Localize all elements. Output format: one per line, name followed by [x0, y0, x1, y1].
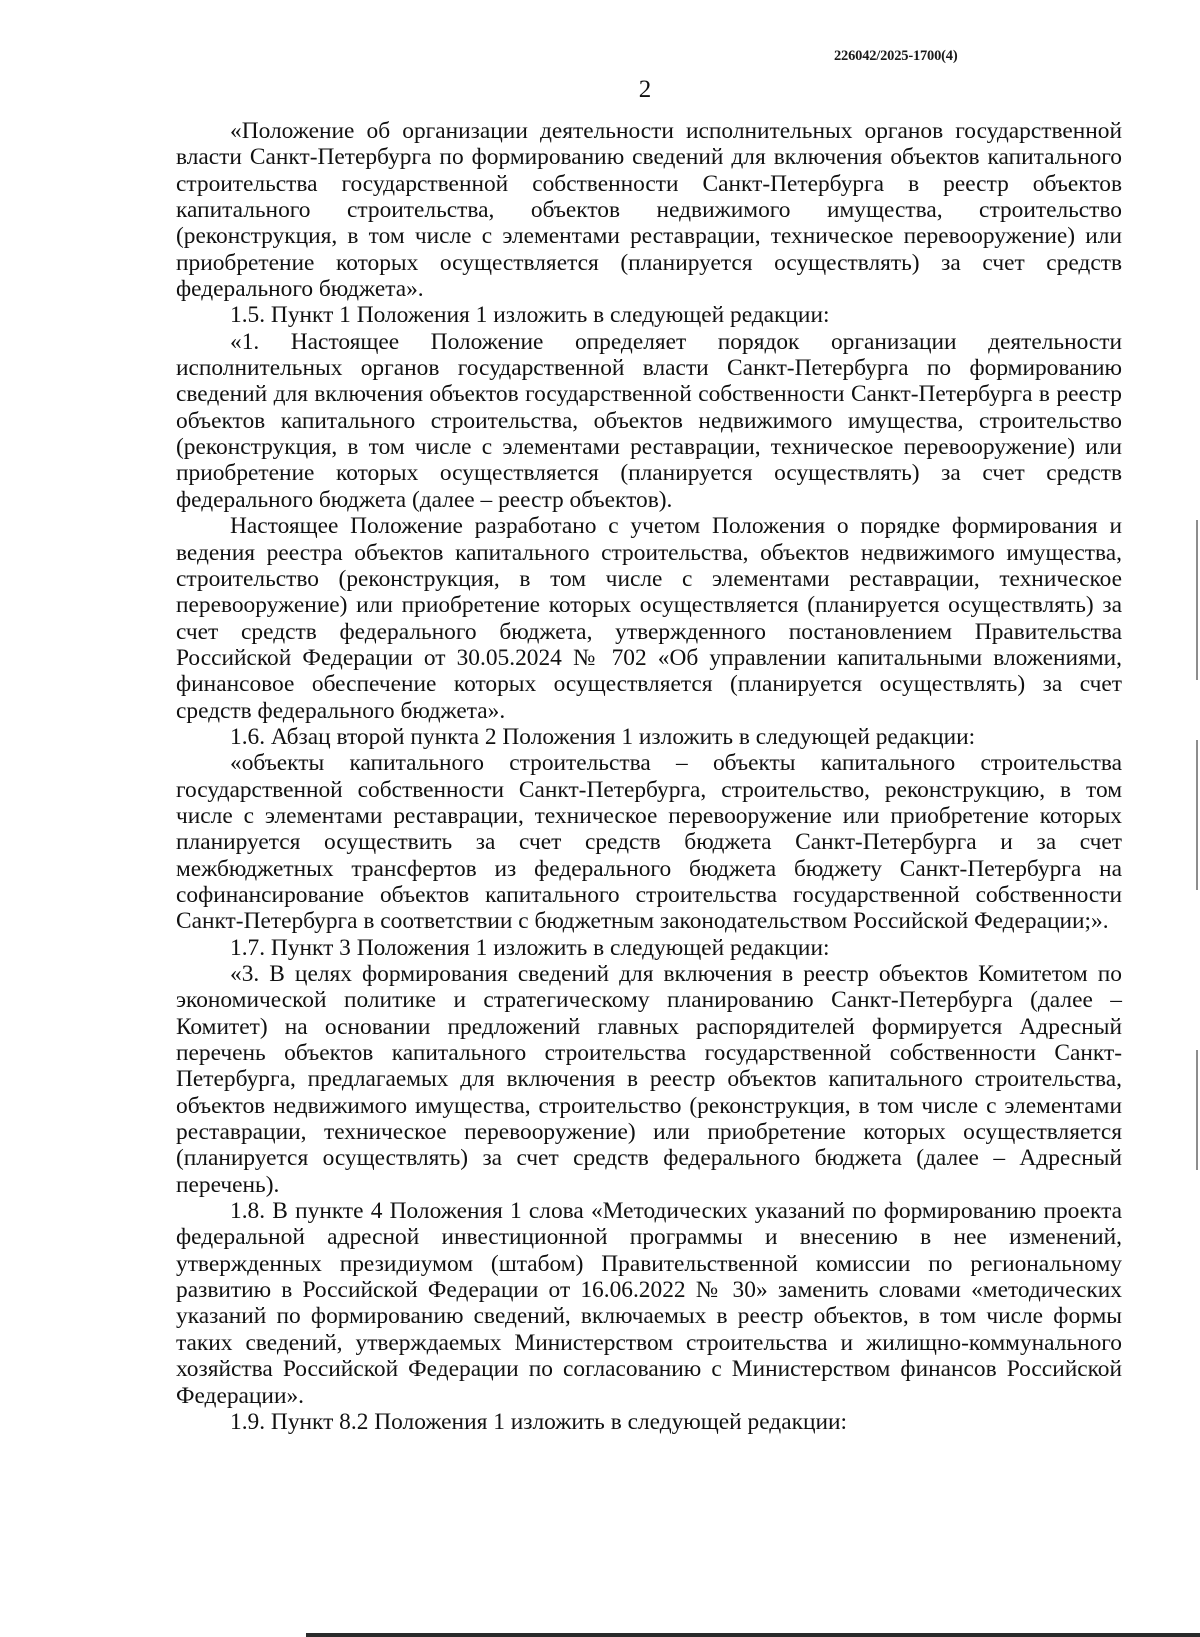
paragraph-item-1-8: 1.8. В пункте 4 Положения 1 слова «Методических указаний по формированию проекта федеральной адресной инвестиционной программы и внесению в нее изменений, утвержденных президиумом (штабом) Правительственной комиссии по региональному развитию в Российской Федерации от 16.06.2022 № 30» заменить словами «методических указаний по формированию сведений, включаемых в реестр объектов, в том числе формы таких сведений, утверждаемых Министерством строительства и жилищно-коммунального хозяйства Российской Федерации по согласованию с Министерством финансов Российской Федерации». [176, 1198, 1122, 1409]
paragraph-clause-1-basis: Настоящее Положение разработано с учетом Положения о порядке формирования и ведения реестра объектов капитального строительства, объектов недвижимого имущества, строительство (реконструкция, в том числе с элементами реставрации, техническое перевооружение) или приобретение которых осуществляется (планируется осуществлять) за счет средств федерального бюджета, утвержденного постановлением Правительства Российской Федерации от 30.05.2024 № 702 «Об управлении капитальными вложениями, финансовое обеспечение которых осуществляется (планируется осуществлять) за счет средств федерального бюджета». [176, 513, 1122, 724]
scan-bottom-edge [306, 1633, 1200, 1637]
scan-edge-mark [1196, 740, 1198, 890]
paragraph-item-1-9: 1.9. Пункт 8.2 Положения 1 изложить в следующей редакции: [230, 1408, 848, 1435]
paragraph-item-1-6: 1.6. Абзац второй пункта 2 Положения 1 изложить в следующей редакции: [230, 723, 976, 750]
document-registration-number: 226042/2025-1700(4) [834, 48, 958, 64]
page-number: 2 [638, 76, 652, 103]
paragraph-clause-3: «3. В целях формирования сведений для включения в реестр объектов Комитетом по экономической политике и стратегическому планированию Санкт-Петербурга (далее – Комитет) на основании предложений главных распорядителей формируется Адресный перечень объектов капитального строительства государственной собственности Санкт-Петербурга, предлагаемых для включения в реестр объектов капитального строительства, объектов недвижимого имущества, строительство (реконструкция, в том числе с элементами реставрации, техническое перевооружение) или приобретение которых осуществляется (планируется осуществлять) за счет средств федерального бюджета (далее – Адресный перечень). [176, 961, 1122, 1198]
paragraph-definition-capital-objects: «объекты капитального строительства – объекты капитального строительства государственной собственности Санкт-Петербурга, строительство, реконструкцию, в том числе с элементами реставрации, техническое перевооружение или приобретение которых планируется осуществить за счет средств бюджета Санкт-Петербурга и за счет межбюджетных трансфертов из федерального бюджета бюджету Санкт-Петербурга на софинансирование объектов капитального строительства государственной собственности Санкт-Петербурга в соответствии с бюджетным законодательством Российской Федерации;». [176, 750, 1122, 935]
paragraph-regulation-title: «Положение об организации деятельности исполнительных органов государственной власти Санкт-Петербурга по формированию сведений для включения объектов капитального строительства государственной собственности Санкт-Петербурга в реестр объектов капитального строительства, объектов недвижимого имущества, строительство (реконструкция, в том числе с элементами реставрации, техническое перевооружение) или приобретение которых осуществляется (планируется осуществлять) за счет средств федерального бюджета». [176, 118, 1122, 303]
scan-edge-mark [1196, 520, 1198, 680]
paragraph-item-1-5: 1.5. Пункт 1 Положения 1 изложить в следующей редакции: [230, 302, 830, 329]
document-body [176, 118, 1122, 1435]
paragraph-item-1-7: 1.7. Пункт 3 Положения 1 изложить в следующей редакции: [230, 934, 830, 961]
paragraph-clause-1: «1. Настоящее Положение определяет порядок организации деятельности исполнительных органов государственной власти Санкт-Петербурга по формированию сведений для включения объектов государственной собственности Санкт-Петербурга в реестр объектов капитального строительства, объектов недвижимого имущества, строительство (реконструкция, в том числе с элементами реставрации, техническое перевооружение) или приобретение которых осуществляется (планируется осуществлять) за счет средств федерального бюджета (далее – реестр объектов). [176, 328, 1122, 513]
scan-edge-mark [1196, 1050, 1198, 1170]
